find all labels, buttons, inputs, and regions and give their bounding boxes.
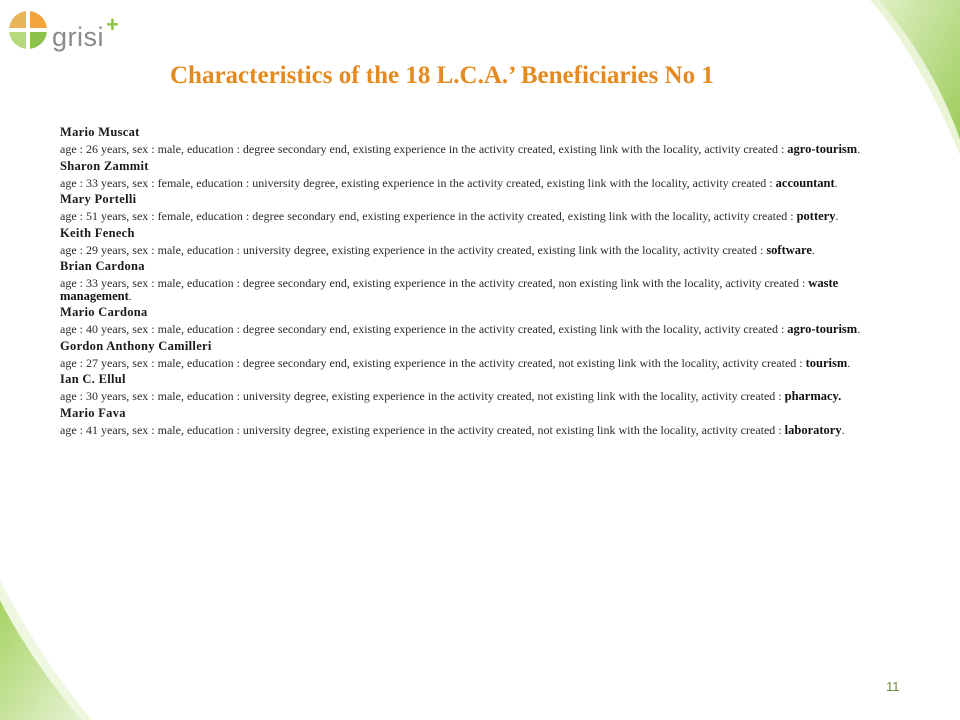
beneficiary-description	[60, 390, 900, 403]
beneficiary-details: age : 33 years, sex : female, education : university degree, existing experience in the activity created, existing link with the locality, activity created :	[60, 175, 776, 190]
beneficiary-name: Mario Cardona	[60, 305, 148, 319]
beneficiary-description	[60, 143, 900, 156]
beneficiary-activity: agro-tourism	[787, 322, 858, 336]
logo-plus-sign: +	[106, 12, 119, 37]
beneficiary-entry	[60, 192, 900, 223]
beneficiary-name: Mario Fava	[60, 405, 126, 420]
beneficiary-details: age : 30 years, sex : male, education : university degree, existing experience in the activity created, not existing link with the locality, activity created :	[60, 389, 785, 403]
beneficiary-details: age : 26 years, sex : male, education : degree secondary end, existing experience in the activity created, existing link with the locality, activity created :	[60, 142, 788, 156]
beneficiary-details: age : 27 years, sex : male, education : degree secondary end, existing experience in the activity created, not existing link with the locality, activity created :	[60, 355, 806, 370]
sentence-end: .	[834, 175, 838, 190]
sentence-end: .	[847, 355, 851, 370]
beneficiary-name: Mario Muscat	[60, 125, 140, 139]
beneficiary-activity: pharmacy.	[784, 389, 842, 403]
beneficiary-description	[60, 210, 900, 223]
beneficiary-description	[60, 424, 900, 437]
beneficiary-name: Brian Cardona	[60, 259, 145, 273]
beneficiary-name: Ian C. Ellul	[60, 372, 126, 386]
beneficiary-activity: tourism	[805, 355, 848, 370]
beneficiary-activity: accountant	[775, 175, 835, 190]
beneficiaries-list	[60, 122, 900, 438]
beneficiary-entry	[60, 305, 900, 336]
sentence-end: .	[857, 322, 861, 336]
beneficiary-name: Sharon Zammit	[60, 158, 149, 173]
beneficiary-name: Mary Portelli	[60, 192, 137, 206]
beneficiary-name: Gordon Anthony Camilleri	[60, 338, 212, 353]
beneficiary-entry	[60, 339, 900, 370]
beneficiary-entry	[60, 125, 900, 156]
beneficiary-details: age : 33 years, sex : male, education : degree secondary end, existing experience in the activity created, non existing link with the locality, activity created :	[60, 276, 809, 290]
logo-wordmark: grisi	[52, 22, 105, 52]
sentence-end: .	[857, 142, 861, 156]
beneficiary-details: age : 29 years, sex : male, education : university degree, existing experience in the activity created, existing link with the locality, activity created :	[60, 242, 767, 257]
sentence-end: .	[841, 422, 845, 437]
beneficiary-details: age : 40 years, sex : male, education : degree secondary end, existing experience in the activity created, existing link with the locality, activity created :	[60, 322, 788, 336]
beneficiary-activity: laboratory	[784, 422, 842, 437]
beneficiary-entry	[60, 259, 900, 302]
grisi-logo	[8, 8, 138, 60]
beneficiary-entry	[60, 406, 900, 437]
beneficiary-description	[60, 244, 900, 257]
beneficiary-details: age : 41 years, sex : male, education : university degree, existing experience in the activity created, not existing link with the locality, activity created :	[60, 422, 785, 437]
beneficiary-details: age : 51 years, sex : female, education : degree secondary end, existing experience in the activity created, existing link with the locality, activity created :	[60, 209, 797, 223]
beneficiary-activity: waste management	[60, 276, 839, 303]
page-number: 11	[886, 679, 900, 694]
sentence-end: .	[128, 288, 132, 303]
beneficiary-description	[60, 357, 900, 370]
beneficiary-entry	[60, 159, 900, 190]
beneficiary-entry	[60, 226, 900, 257]
grisi-logo-mark-icon	[8, 8, 52, 60]
beneficiary-activity: agro-tourism	[787, 142, 858, 156]
sentence-end: .	[811, 242, 815, 257]
beneficiary-entry	[60, 372, 900, 403]
beneficiary-description	[60, 177, 900, 190]
beneficiary-name: Keith Fenech	[60, 225, 135, 240]
sentence-end: .	[835, 209, 839, 223]
beneficiary-description	[60, 277, 900, 302]
beneficiary-description	[60, 323, 900, 336]
slide-title: Characteristics of the 18 L.C.A.’ Beneficiaries No 1	[170, 62, 714, 89]
beneficiary-activity: software	[766, 242, 812, 257]
beneficiary-activity: pottery	[796, 209, 836, 223]
